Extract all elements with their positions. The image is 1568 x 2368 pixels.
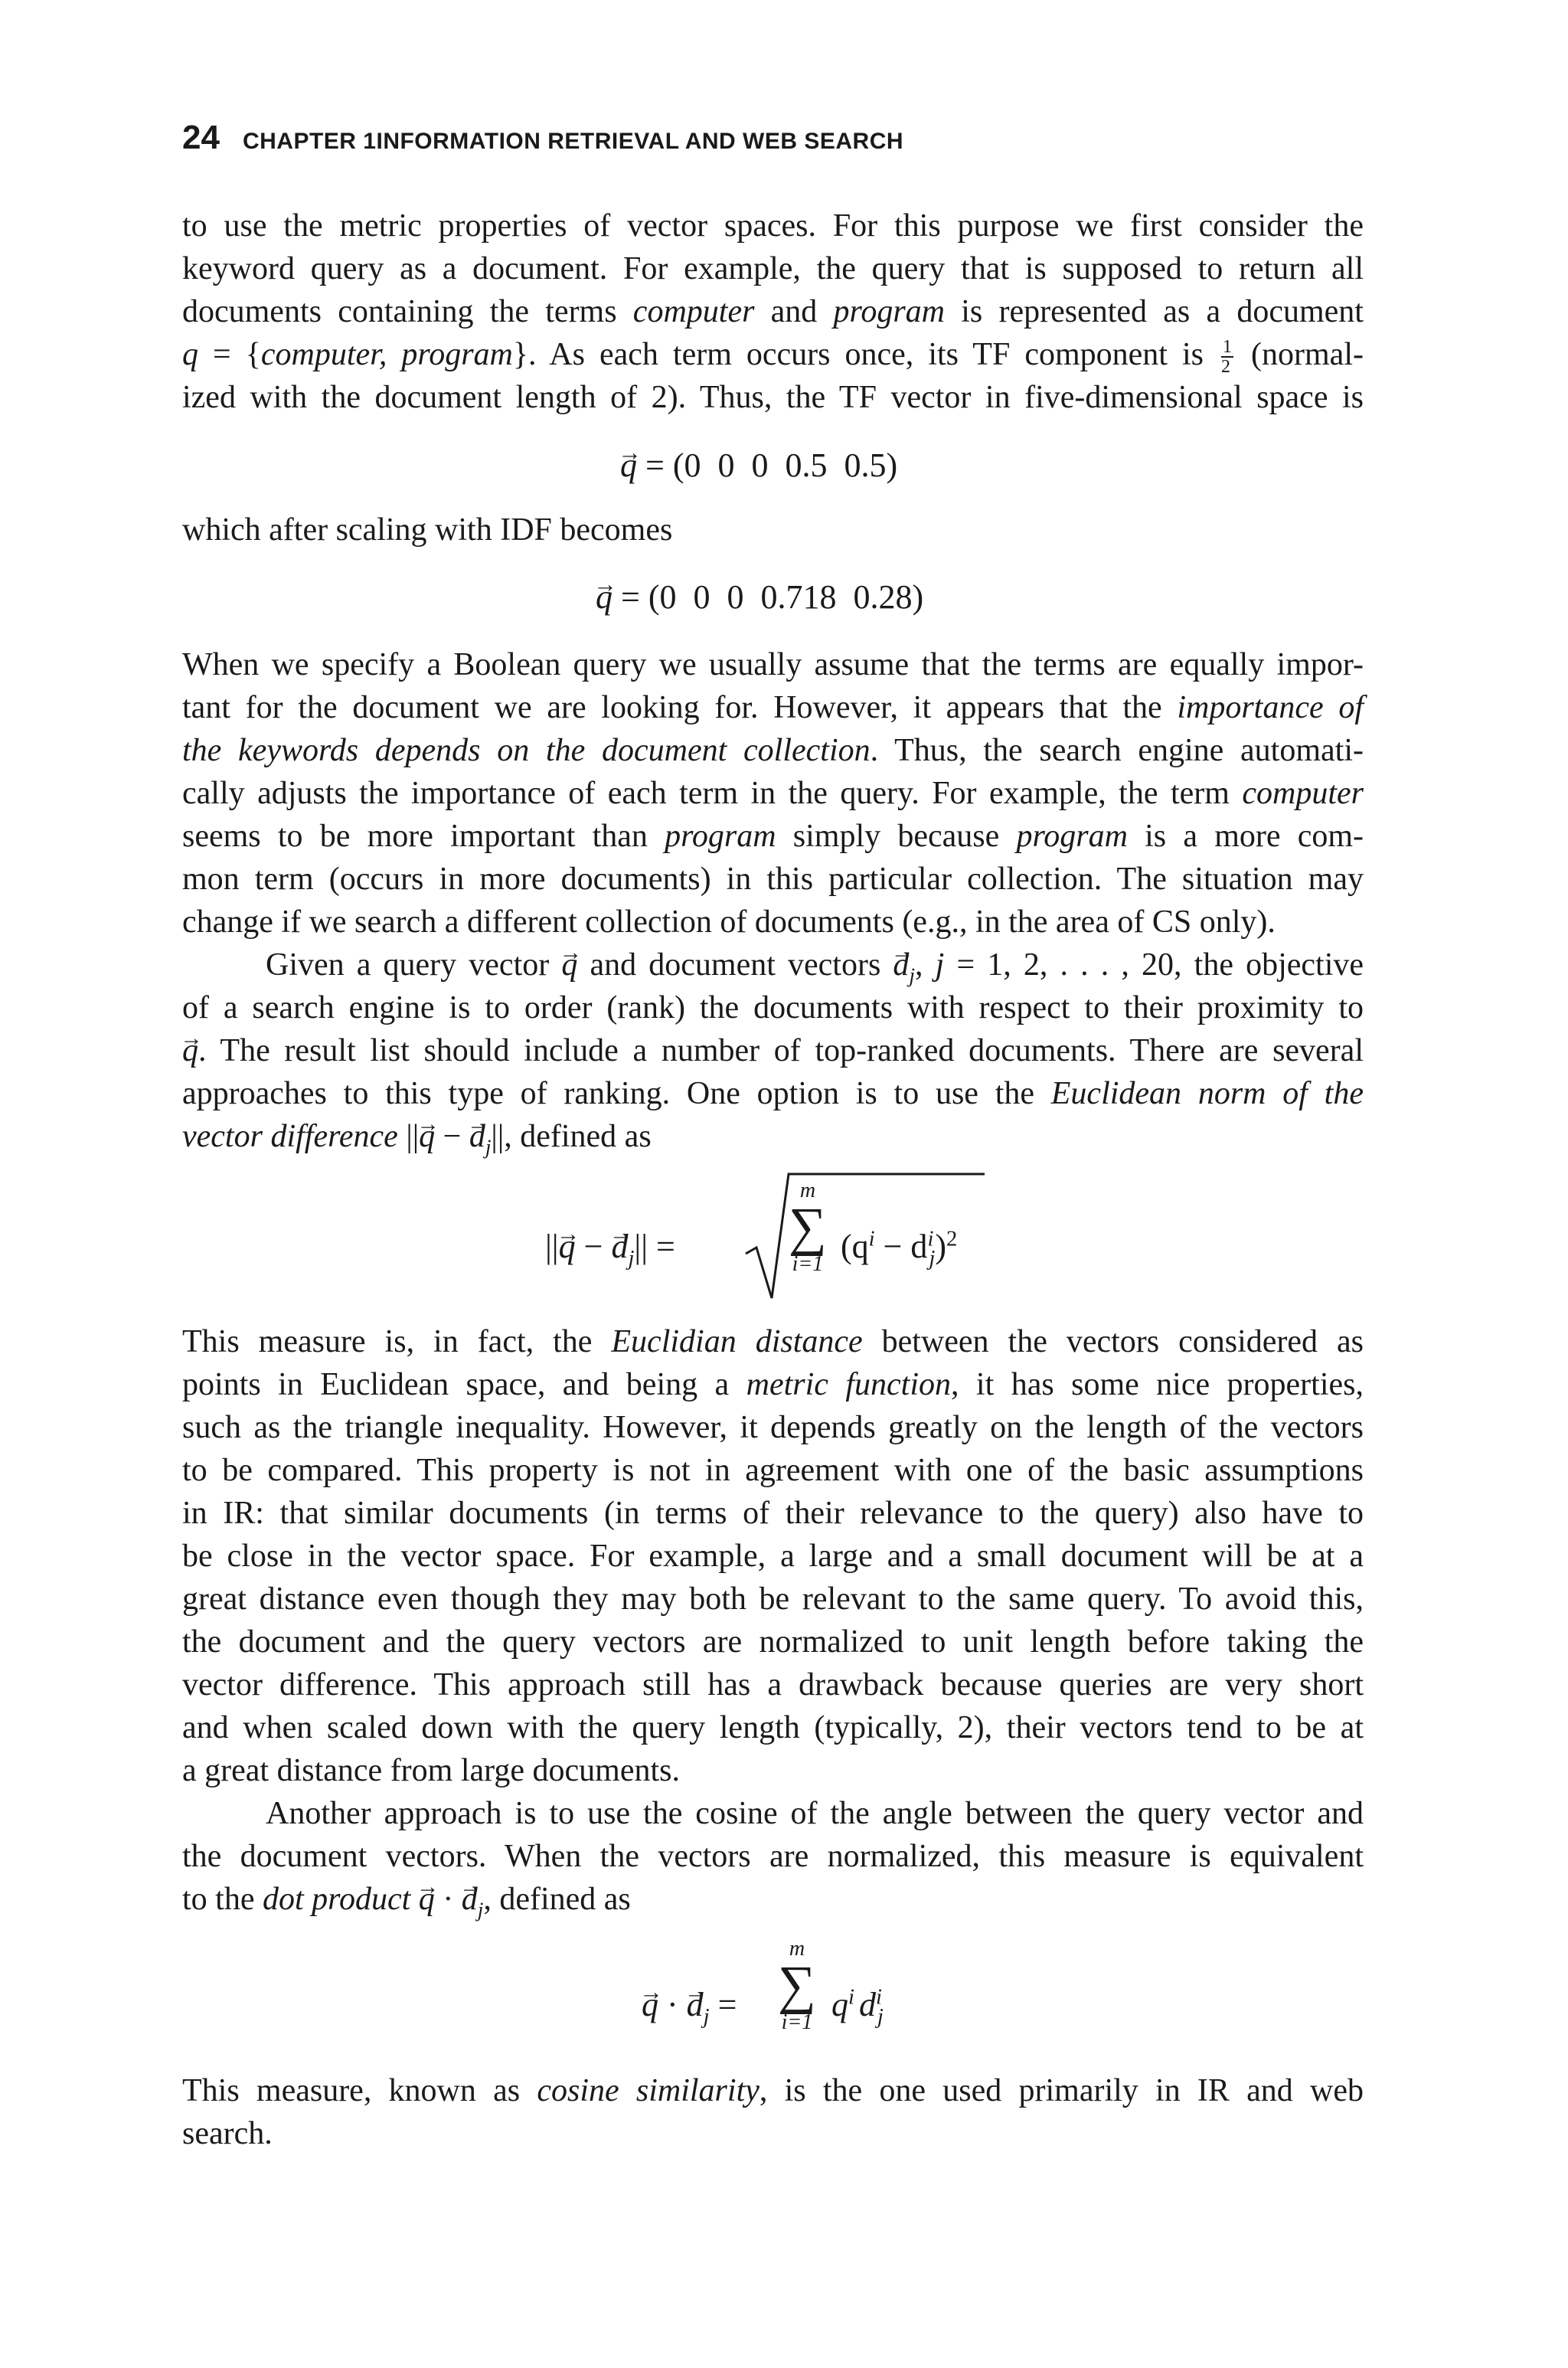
sum-block: m ∑ i=1 <box>778 1937 816 2034</box>
text-line: mon term (occurs in more documents) in this particular collection. The situation may <box>182 862 1364 897</box>
sum-term: $(q^i - d^i_j)^2$ <box>841 1227 958 1271</box>
text-line: → q. The result list should include a number of top-ranked documents. There are several <box>182 1029 1364 1072</box>
text-line: keyword query as a document. For example, the query that is supposed to return all <box>182 251 1364 286</box>
chapter-label: CHAPTER 1 <box>242 129 377 154</box>
page-number: 24 <box>182 119 220 156</box>
text-line: to be compared. This property is not in agreement with one of the basic assumptions <box>182 1453 1364 1488</box>
text-line: seems to be more important than program simply because program is a more com- <box>182 819 1364 854</box>
text-line: which after scaling with IDF becomes <box>182 512 673 548</box>
text-line: q = {computer, program}. As each term occurs once, its TF component is $\frac{1}{2}$ (normal- <box>182 337 1364 378</box>
text-line: to the dot product → q · → $d_j$, defined as <box>182 1878 1364 1921</box>
equation-idf-vector: → q = (0 0 0 0.718 0.28) <box>596 576 923 619</box>
text-line: This measure, known as cosine similarity, is the one used primarily in IR and web <box>182 2073 1364 2108</box>
text-line: tant for the document we are looking for. However, it appears that the importance of <box>182 690 1364 725</box>
running-header <box>182 119 1407 165</box>
text-line: in IR: that similar documents (in terms of their relevance to the query) also have to <box>182 1496 1364 1531</box>
sum-block: m ∑ i=1 <box>789 1179 827 1276</box>
text-line: documents containing the terms computer and program is represented as a document <box>182 294 1364 329</box>
text-line: This measure is, in fact, the Euclidian distance between the vectors considered as <box>182 1324 1364 1359</box>
text-line: the document vectors. When the vectors are normalized, this measure is equivalent <box>182 1839 1364 1874</box>
text-line: vector difference. This approach still has a drawback because queries are very short <box>182 1667 1364 1702</box>
text-line: search. <box>182 2116 273 2151</box>
text-line: cally adjusts the importance of each term in the query. For example, the term computer <box>182 776 1364 811</box>
text-line: Another approach is to use the cosine of the angle between the query vector and <box>266 1796 1364 1831</box>
text-line: ized with the document length of 2). Thus, the TF vector in five-dimensional space is <box>182 380 1364 415</box>
text-line: such as the triangle inequality. However, it depends greatly on the length of the vectors <box>182 1410 1364 1445</box>
text-line: approaches to this type of ranking. One option is to use the Euclidean norm of the <box>182 1076 1364 1111</box>
text-line: of a search engine is to order (rank) the documents with respect to their proximity to <box>182 990 1364 1025</box>
text-line: the keywords depends on the document collection. Thus, the search engine automati- <box>182 733 1364 768</box>
text-line: vector difference ||→ q − → $d_j||$, defined as <box>182 1115 1364 1158</box>
text-line: a great distance from large documents. <box>182 1753 680 1788</box>
chapter-title: INFORMATION RETRIEVAL AND WEB SEARCH <box>376 129 904 154</box>
text-line: change if we search a different collection of documents (e.g., in the area of CS only). <box>182 904 1276 940</box>
text-line: the document and the query vectors are normalized to unit length before taking the <box>182 1624 1364 1660</box>
text-line: When we specify a Boolean query we usually assume that the terms are equally impor- <box>182 647 1364 682</box>
text-line: and when scaled down with the query length (typically, 2), their vectors tend to be at <box>182 1710 1364 1745</box>
text-line: great distance even though they may both be relevant to the same query. To avoid this, <box>182 1581 1364 1617</box>
equation-dot-product-lhs: → q · → $d_j$ = <box>642 1984 745 2026</box>
fraction-one-half: $\frac{1}{2}$ <box>1221 337 1233 378</box>
text-line: to use the metric properties of vector spaces. For this purpose we first consider the <box>182 208 1364 244</box>
text-line: be close in the vector space. For example, a large and a small document will be at a <box>182 1539 1364 1574</box>
text-line: points in Euclidean space, and being a metric function, it has some nice properties, <box>182 1367 1364 1402</box>
equation-tf-vector: → q = (0 0 0 0.5 0.5) <box>620 444 897 487</box>
equation-euclidean-norm: ||→ q − → $d_j||$ = <box>545 1225 684 1268</box>
text-line: Given a query vector → q and document vectors → $d_j$, j = 1, 2, . . . , 20, the objective <box>266 944 1364 986</box>
equation-dot-product-rhs: $q^i$ $d^i_j$ <box>831 1985 884 2029</box>
